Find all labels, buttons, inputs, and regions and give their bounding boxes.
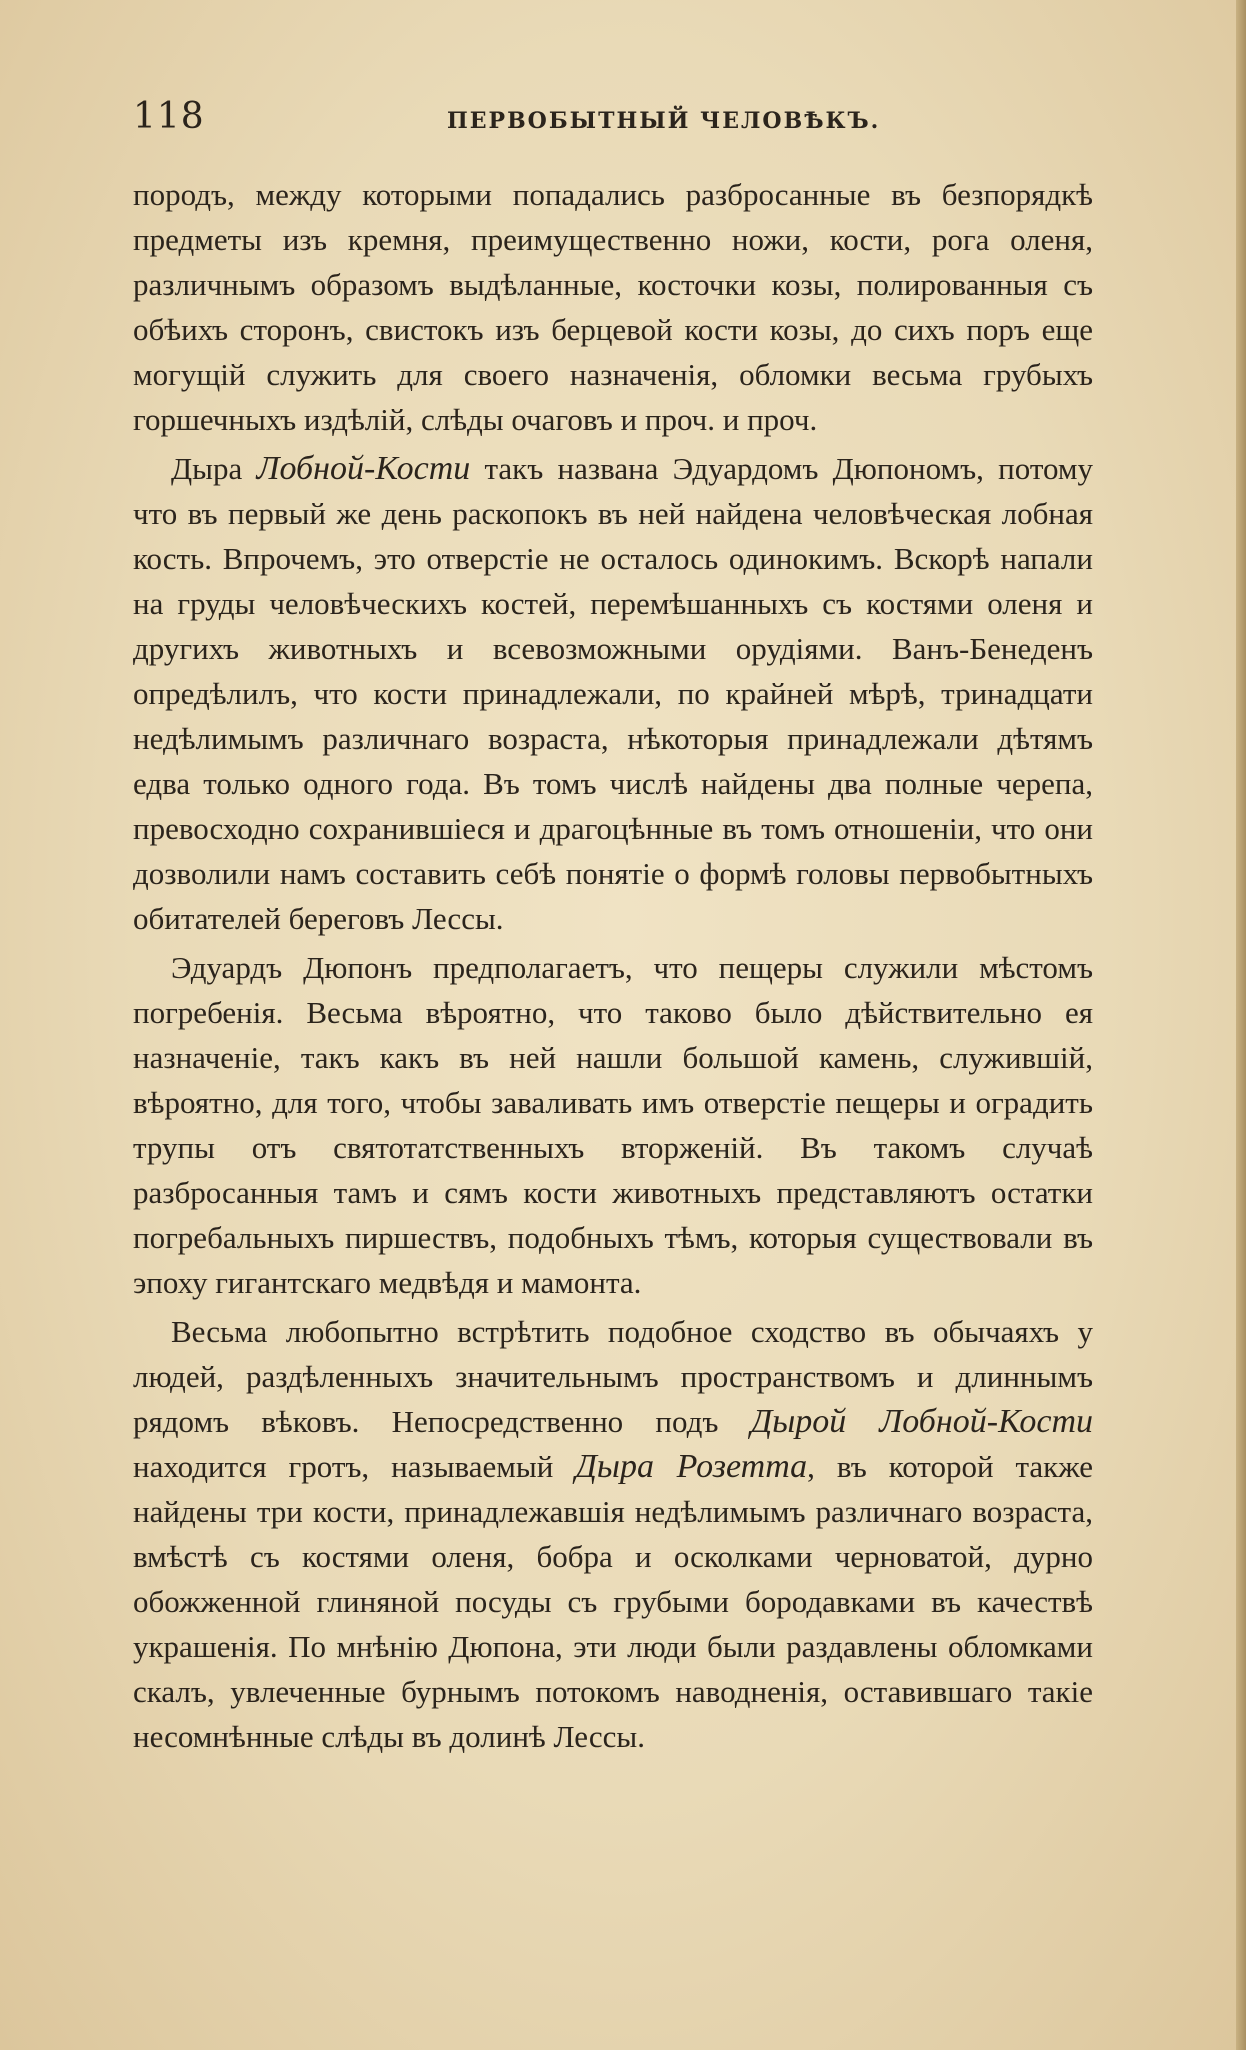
paragraph — [133, 172, 1093, 442]
page-number: 118 — [133, 96, 205, 137]
text-run: такъ названа Эдуардомъ Дюпономъ, потому что въ первый же день раскопокъ въ ней найдена человѣческая лобная кость. Впрочемъ, это отверстіе не осталось одинокимъ. Вскорѣ напали на груды человѣческихъ костей, перемѣшанныхъ съ костями оленя и другихъ животныхъ и всевозможными орудіями. Ванъ-Бенеденъ опредѣлилъ, что кости принадлежали, по крайней мѣрѣ, тринадцати недѣлимымъ различнаго возраста, нѣкоторыя принадлежали дѣтямъ едва только одного года. Въ томъ числѣ найдены два полные черепа, превосходно сохранившіеся и драгоцѣнные въ томъ отношеніи, что они дозволили намъ составить себѣ понятіе о формѣ головы первобытныхъ обитателей береговъ Лессы. — [133, 451, 1093, 936]
text-run: , въ которой также найдены три кости, принадлежавшія недѣлимымъ различнаго возраста, вмѣстѣ съ костями оленя, бобра и осколками черноватой, дурно обожженной глиняной посуды съ грубыми бородавками въ качествѣ украшенія. По мнѣнію Дюпона, эти люди были раздавлены обломками скалъ, увлеченные бурнымъ потокомъ наводненія, оставившаго такіе несомнѣнные слѣды въ долинѣ Лессы. — [133, 1449, 1093, 1754]
paragraph — [133, 1309, 1093, 1759]
running-title: ПЕРВОБЫТНЫЙ ЧЕЛОВѢКЪ. — [447, 108, 881, 134]
text-run: породъ, между которыми попадались разбросанные въ безпорядкѣ предметы изъ кремня, преимущественно ножи, кости, рога оленя, различнымъ образомъ выдѣланные, косточки козы, полированныя съ обѣихъ сторонъ, свистокъ изъ берцевой кости козы, до сихъ поръ еще могущій служить для своего назначенія, обломки весьма грубыхъ горшечныхъ издѣлій, слѣды очаговъ и проч. и проч. — [133, 177, 1093, 437]
italic-place-name: Лобной-Кости — [256, 450, 471, 487]
text-run: Весьма любопытно встрѣтить подобное сходство въ обычаяхъ у людей, раздѣленныхъ значительнымъ пространствомъ и длиннымъ рядомъ вѣковъ. Непосредственно подъ — [133, 1314, 1093, 1439]
text-run: находится гротъ, называемый — [133, 1449, 576, 1484]
italic-place-name: Дырой Лобной-Кости — [750, 1403, 1093, 1440]
text-run: Эдуардъ Дюпонъ предполагаетъ, что пещеры служили мѣстомъ погребенія. Весьма вѣроятно, что таково было дѣйствительно ея назначеніе, такъ какъ въ ней нашли большой камень, служившій, вѣроятно, для того, чтобы заваливать имъ отверстіе пещеры и оградить трупы отъ святотатственныхъ вторженій. Въ такомъ случаѣ разбросанныя тамъ и сямъ кости животныхъ представляютъ остатки погребальныхъ пиршествъ, подобныхъ тѣмъ, которыя существовали въ эпоху гигантскаго медвѣдя и мамонта. — [133, 950, 1093, 1300]
paragraph — [133, 446, 1093, 941]
italic-place-name: Дыра Розетта — [575, 1448, 808, 1485]
paragraph — [133, 945, 1093, 1305]
text-run: Дыра — [171, 451, 257, 486]
page-edge — [1236, 0, 1246, 2050]
body-text — [133, 172, 1093, 1763]
page-header — [133, 96, 1093, 140]
